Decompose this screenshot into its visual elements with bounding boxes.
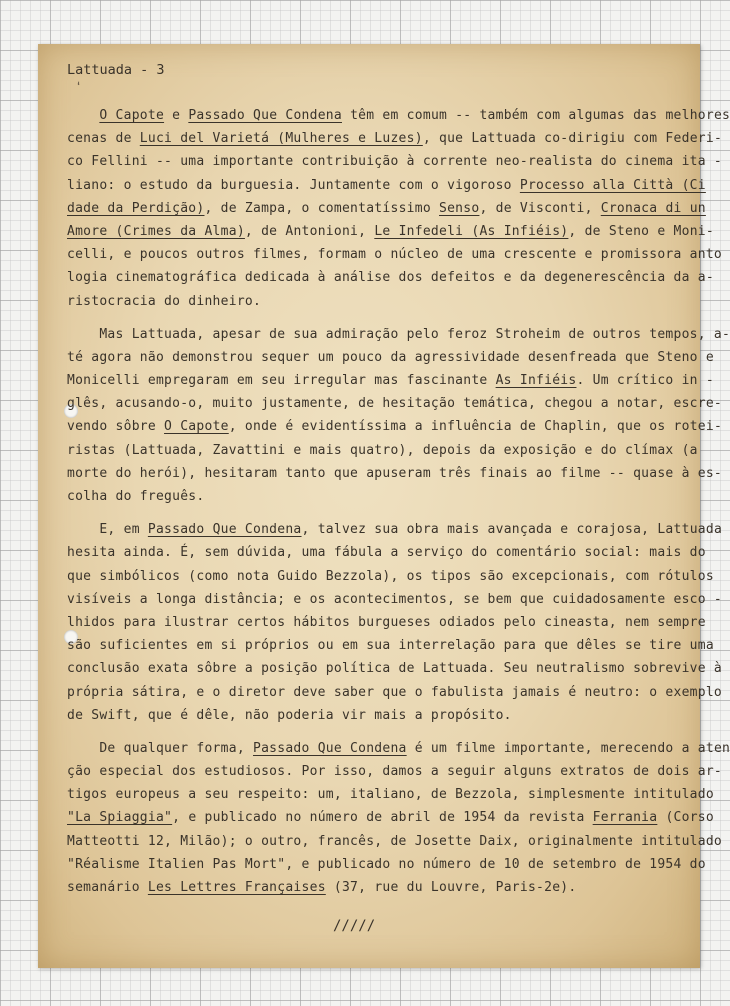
underlined-title: Passado Que Condena <box>188 108 342 123</box>
text-line <box>67 760 723 783</box>
text-line <box>67 104 730 127</box>
text-run: própria sátira, e o diretor deve saber que o fabulista jamais é neutro: o exemplo <box>67 684 723 700</box>
text-run: Monicelli empregaram em seu irregular mas fascinante <box>67 373 496 389</box>
underlined-title: As Infiéis <box>495 373 577 389</box>
text-run: , de Steno e Moni- <box>568 223 714 239</box>
text-line <box>67 611 706 634</box>
underlined-title: Senso <box>439 200 480 216</box>
underlined-title: "La Spiaggia" <box>67 810 173 826</box>
text-line <box>67 806 714 829</box>
text-line <box>67 853 706 876</box>
text-line <box>67 565 714 588</box>
pencil-mark: ‘ <box>74 79 85 94</box>
text-line <box>67 392 723 415</box>
text-line <box>67 439 698 462</box>
underlined-title: O Capote <box>164 419 229 435</box>
document-body <box>67 104 730 899</box>
text-run: conclusão exata sôbre a posição política de Lattuada. Seu neutralismo sobrevive à <box>67 661 723 677</box>
text-line <box>67 541 706 564</box>
text-run: visíveis a longa distância; e os acontecimentos, se bem que cuidadosamente esco - <box>67 591 723 607</box>
text-run: liano: o estudo da burguesia. Juntamente com o vigoroso <box>67 177 520 193</box>
text-line <box>67 704 667 727</box>
text-line <box>67 634 714 657</box>
text-run: lhidos para ilustrar certos hábitos burgueses odiados pelo cineasta, nem sempre <box>67 614 706 630</box>
text-run: morte do herói), hesitaram tanto que apuseram três finais ao filme -- quase à es- <box>67 465 723 481</box>
text-line <box>67 681 723 704</box>
text-run: tigos europeus a seu respeito: um, italiano, de Bezzola, simplesmente intitulado <box>67 787 714 803</box>
underlined-title: Passado Que Condena <box>147 522 302 538</box>
text-run: ristas (Lattuada, Zavattini e mais quatro), depois da exposição e do clímax (a <box>67 442 698 458</box>
text-line <box>67 415 723 438</box>
text-line <box>67 243 723 266</box>
text-run: De qualquer forma, <box>67 740 253 756</box>
text-line <box>67 369 714 392</box>
text-line <box>67 127 723 150</box>
underlined-title: Luci del Varietá (Mulheres e Luzes) <box>139 131 423 147</box>
end-mark: ///// <box>333 918 376 934</box>
text-run: . Um crítico in - <box>576 373 714 389</box>
text-line <box>67 485 667 508</box>
text-run: glês, acusando-o, muito justamente, de hesitação temática, chegou a notar, escre- <box>67 396 723 412</box>
underlined-title: O Capote <box>99 108 165 123</box>
text-run: co Fellini -- uma importante contribuição à corrente neo-realista do cinema ita - <box>67 154 723 170</box>
text-run: celli, e poucos outros filmes, formam o núcleo de uma crescente e promissora anto <box>67 247 723 263</box>
underlined-title: dade da Perdição) <box>67 200 205 216</box>
paragraph-gap <box>67 727 667 737</box>
text-run: Matteotti 12, Milão); o outro, francês, de Josette Daix, originalmente intitulado <box>67 833 723 849</box>
text-run: , onde é evidentíssima a influência de Chaplin, que os rotei- <box>228 419 723 435</box>
text-line <box>67 783 714 806</box>
text-run: Mas Lattuada, apesar de sua admiração pelo feroz Stroheim de outros tempos, a- <box>67 326 730 342</box>
underlined-title: Processo alla Città (Ci <box>519 177 706 193</box>
text-run: té agora não demonstrou sequer um pouco da agressividade desenfreada que Steno e <box>67 349 714 365</box>
text-run <box>67 108 99 123</box>
text-line <box>67 197 706 220</box>
text-line <box>67 876 667 899</box>
text-line <box>67 588 723 611</box>
text-run: "Réalisme Italien Pas Mort", e publicado no número de 10 de setembro de 1954 do <box>67 856 706 872</box>
text-run: , de Antonioni, <box>244 223 375 239</box>
text-line <box>67 657 723 680</box>
text-line <box>67 346 714 369</box>
paragraph-gap <box>67 508 667 518</box>
underlined-title: Les Lettres Françaises <box>147 880 326 895</box>
text-run: , de Zampa, o comentatíssimo <box>204 200 439 216</box>
text-run: hesita ainda. É, sem dúvida, uma fábula a serviço do comentário social: mais do <box>67 545 706 561</box>
text-run: ção especial dos estudiosos. Por isso, damos a seguir alguns extratos de dois ar- <box>67 764 723 780</box>
text-run: , talvez sua obra mais avançada e corajosa, Lattuada <box>301 522 723 538</box>
paragraph-gap <box>67 313 667 323</box>
text-run: e <box>164 108 189 123</box>
text-line <box>67 737 730 760</box>
text-line <box>67 518 723 541</box>
text-run: , e publicado no número de abril de 1954 da revista <box>172 810 593 826</box>
text-run: logia cinematográfica dedicada à análise dos defeitos e da degenerescência da a- <box>67 270 714 286</box>
text-line <box>67 150 723 173</box>
text-run: (Corso <box>657 810 714 826</box>
text-run: , de Visconti, <box>479 200 601 216</box>
text-run: (37, rue du Louvre, Paris-2e). <box>325 880 577 895</box>
text-line <box>67 462 723 485</box>
text-run: E, em <box>67 522 148 538</box>
underlined-title: Amore (Crimes da Alma) <box>67 223 245 239</box>
text-run: é um filme importante, merecendo a aten <box>406 740 730 756</box>
text-run: cenas de <box>67 131 140 147</box>
text-run: têm em comum -- também com algumas das melhores <box>341 108 730 123</box>
text-line <box>67 290 667 313</box>
text-line <box>67 266 714 289</box>
underlined-title: Passado Que Condena <box>253 740 407 756</box>
underlined-title: Ferrania <box>592 810 658 826</box>
text-line <box>67 174 706 197</box>
text-line <box>67 830 723 853</box>
text-run: colha do freguês. <box>67 489 205 504</box>
text-run: de Swift, que é dêle, não poderia vir mais a propósito. <box>67 707 512 723</box>
text-run: ristocracia do dinheiro. <box>67 293 262 309</box>
page-header: Lattuada - 3 <box>67 62 165 78</box>
text-line <box>67 323 730 346</box>
text-line <box>67 220 714 243</box>
text-run: , que Lattuada co-dirigiu com Federi- <box>422 131 723 147</box>
underlined-title: Le Infedeli (As Infiéis) <box>374 223 569 239</box>
text-run: são suficientes em si próprios ou em sua interrelação para que dêles se tire uma <box>67 638 714 654</box>
text-run: semanário <box>67 880 148 895</box>
text-run: vendo sôbre <box>67 419 165 435</box>
underlined-title: Cronaca di un <box>600 200 706 216</box>
text-run: que simbólicos (como nota Guido Bezzola), os tipos são excepcionais, com rótulos <box>67 568 714 584</box>
